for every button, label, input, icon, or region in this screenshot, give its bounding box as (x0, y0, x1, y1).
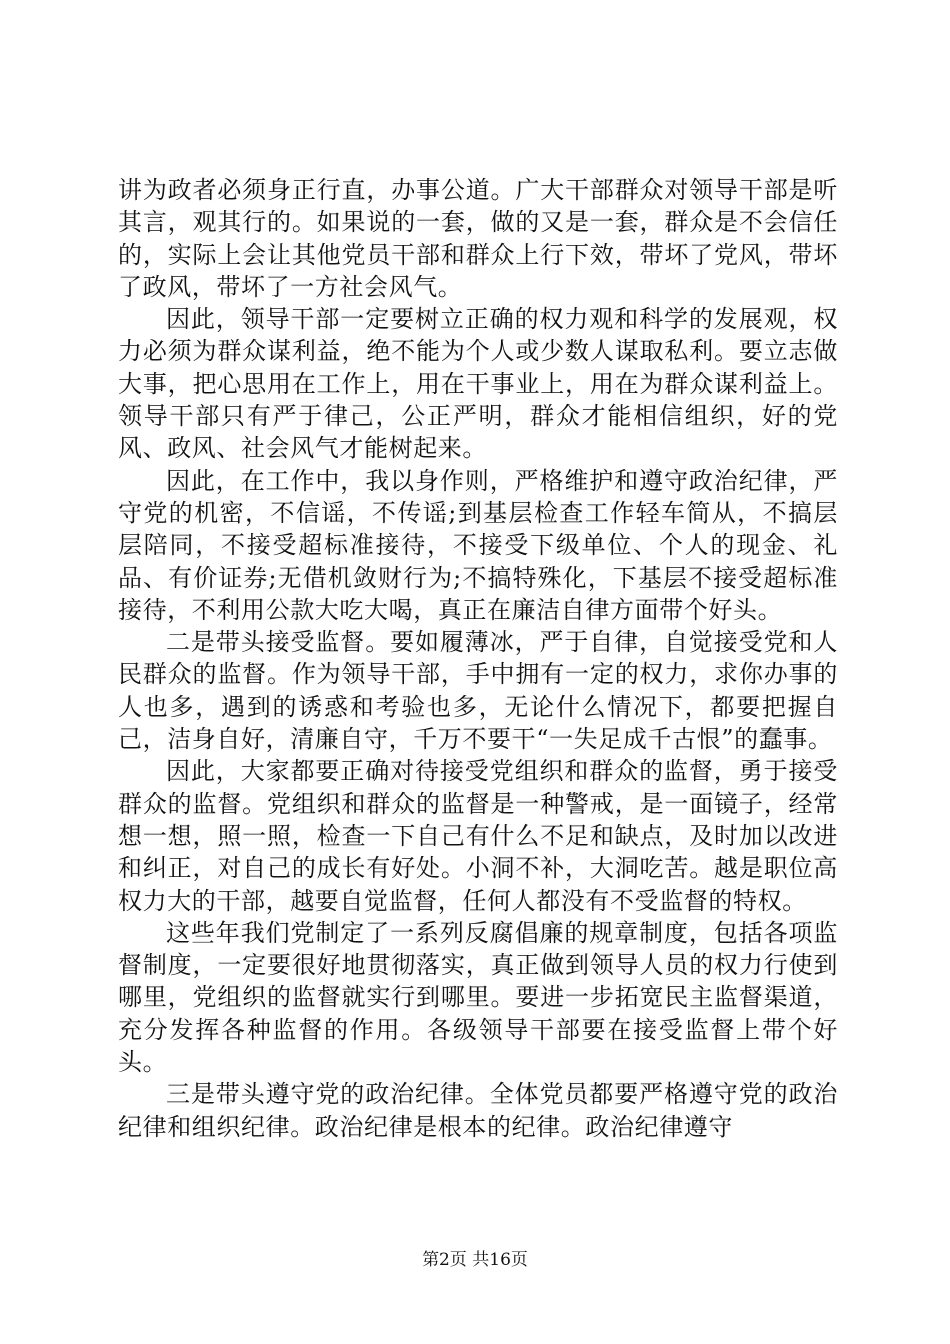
paragraph: 因此，在工作中，我以身作则，严格维护和遵守政治纪律，严守党的机密，不信谣，不传谣;到基层检查工作轻车简从，不搞层层陪同，不接受超标准接待，不接受下级单位、个人的现金、礼品、有价证券;无借机敛财行为;不搞特殊化，下基层不接受超标准接待，不利用公款大吃大喝，真正在廉洁自律方面带个好头。 (118, 466, 838, 624)
page-number-footer: 第2页 共16页 (422, 1250, 528, 1270)
paragraph: 因此，大家都要正确对待接受党组织和群众的监督，勇于接受群众的监督。党组织和群众的监督是一种警戒，是一面镜子，经常想一想，照一照，检查一下自己有什么不足和缺点，及时加以改进和纠正，对自己的成长有好处。小洞不补，大洞吃苦。越是职位高权力大的干部，越要自觉监督，任何人都没有不受监督的特权。 (118, 757, 838, 915)
document-body (118, 174, 838, 1143)
paragraph: 这些年我们党制定了一系列反腐倡廉的规章制度，包括各项监督制度，一定要很好地贯彻落实，真正做到领导人员的权力行使到哪里，党组织的监督就实行到哪里。要进一步拓宽民主监督渠道，充分发挥各种监督的作用。各级领导干部要在接受监督上带个好头。 (118, 918, 838, 1077)
paragraph: 因此，领导干部一定要树立正确的权力观和科学的发展观，权力必须为群众谋利益，绝不能为个人或少数人谋取私利。要立志做大事，把心思用在工作上，用在干事业上，用在为群众谋利益上。领导干部只有严于律己，公正严明，群众才能相信组织，好的党风、政风、社会风气才能树起来。 (118, 305, 838, 463)
paragraph: 二是带头接受监督。要如履薄冰，严于自律，自觉接受党和人民群众的监督。作为领导干部，手中拥有一定的权力，求你办事的人也多，遇到的诱惑和考验也多，无论什么情况下，都要把握自己，洁身自好，清廉自守，千万不要干“一失足成千古恨”的蠢事。 (118, 628, 838, 754)
paragraph: 三是带头遵守党的政治纪律。全体党员都要严格遵守党的政治纪律和组织纪律。政治纪律是根本的纪律。政治纪律遵守 (118, 1080, 838, 1141)
paragraph-continued: 讲为政者必须身正行直，办事公道。广大干部群众对领导干部是听其言，观其行的。如果说的一套，做的又是一套，群众是不会信任的，实际上会让其他党员干部和群众上行下效，带坏了党风，带坏了政风，带坏了一方社会风气。 (118, 176, 838, 301)
